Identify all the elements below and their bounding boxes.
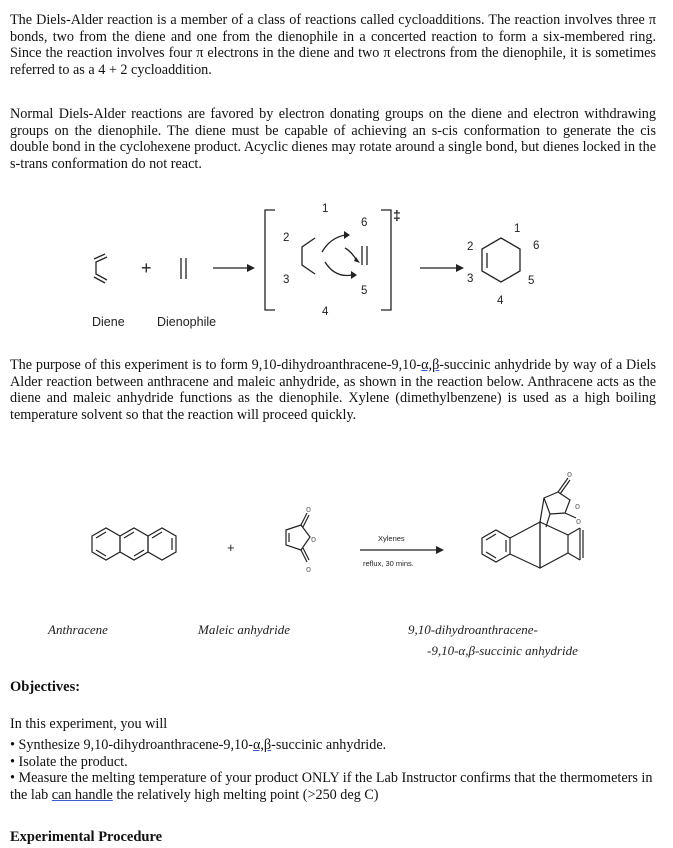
objectives-intro: In this experiment, you will [10,716,168,732]
ts-bracket-left [265,210,275,310]
can-handle-link[interactable]: can handle [51,786,113,803]
ts-number-1: 1 [322,203,329,215]
list-item: • Synthesize 9,10-dihydroanthracene-9,10-α,β-succinic anhydride. [10,737,387,753]
product-number-6: 6 [533,240,540,252]
product-label-line2: -9,10-α,β-succinic anhydride [427,643,578,658]
list-item: • Measure the melting temperature of your product ONLY if the Lab Instructor confirms that the thermometers in the lab can handle the relatively high melting point (>250 deg C) [10,770,653,803]
intro-paragraph-1: The Diels-Alder reaction is a member of a class of reactions called cycloadditions. The reaction involves three π bonds, two from the diene and one from the dienophile in a concerted reaction to form a six-membered ring. Since the reaction involves four π electrons in the diene and two π electrons from the dienophile, it is sometimes referred to as a 4 + 2 cycloaddition. [10,12,656,78]
product-number-1: 1 [514,223,521,235]
oxygen-label-6: o [576,516,582,526]
oxygen-label-4: o [567,469,573,479]
plus-sign-2: + [227,540,235,555]
objectives-heading: Objectives: [10,679,81,695]
list-item: • Isolate the product. [10,753,128,770]
product-label-line1: 9,10-dihydroanthracene- [408,622,538,637]
cyclohexene-structure [482,238,520,282]
intro-paragraph-2: Normal Diels-Alder reactions are favored by electron donating groups on the diene and electron withdrawing groups on the dienophile. The diene must be capable of achieving an s-cis conformation to generate the cis double bond in the cyclohexene product. Acyclic dienes may rotate around a single bond, but dienes locked in the s-trans conformation do not react. [10,106,656,172]
anthracene-label: Anthracene [48,622,108,637]
maleic-anhydride-structure [286,513,310,562]
product-number-4: 4 [497,295,504,307]
maleic-anhydride-label: Maleic anhydride [198,622,291,637]
ts-number-6: 6 [361,217,368,229]
alpha-beta-term: α,β [252,737,272,753]
diels-alder-general-scheme [0,190,673,340]
product-number-5: 5 [528,275,535,287]
oxygen-label-1: o [306,504,312,514]
product-number-2: 2 [467,241,474,253]
anthracene-structure [92,528,176,560]
condition-time: reflux, 30 mins. [363,559,414,568]
ts-bracket-right [381,210,391,310]
ts-number-2: 2 [283,232,290,244]
condition-solvent: Xylenes [378,534,405,543]
objectives-list [10,737,656,803]
plus-sign-1: + [141,258,152,278]
ts-number-3: 3 [283,274,290,286]
oxygen-label-3: o [306,564,312,574]
oxygen-label-5: o [575,501,581,511]
purpose-paragraph: The purpose of this experiment is to form 9,10-dihydroanthracene-9,10-α,β-succinic anhydride by way of a Diels Alder reaction between anthracene and maleic anhydride, as shown in the reaction below. Anthracene acts as the diene and maleic anhydride functions as the dienophile. Xylene (dimethylbenzene) is used as a high boiling temperature solvent so that the reaction will proceed quickly. [10,357,656,423]
procedure-heading: Experimental Procedure [10,829,163,845]
dienophile-label: Dienophile [157,315,217,329]
alpha-beta-term: α,β [421,357,440,373]
product-structure [482,478,583,568]
oxygen-label-2: o [311,534,317,544]
transition-state-dagger: ‡ [393,207,401,223]
product-number-3: 3 [467,273,474,285]
ts-number-5: 5 [361,285,368,297]
diene-structure [96,257,107,280]
ts-number-4: 4 [322,306,329,318]
diene-label: Diene [92,315,125,329]
